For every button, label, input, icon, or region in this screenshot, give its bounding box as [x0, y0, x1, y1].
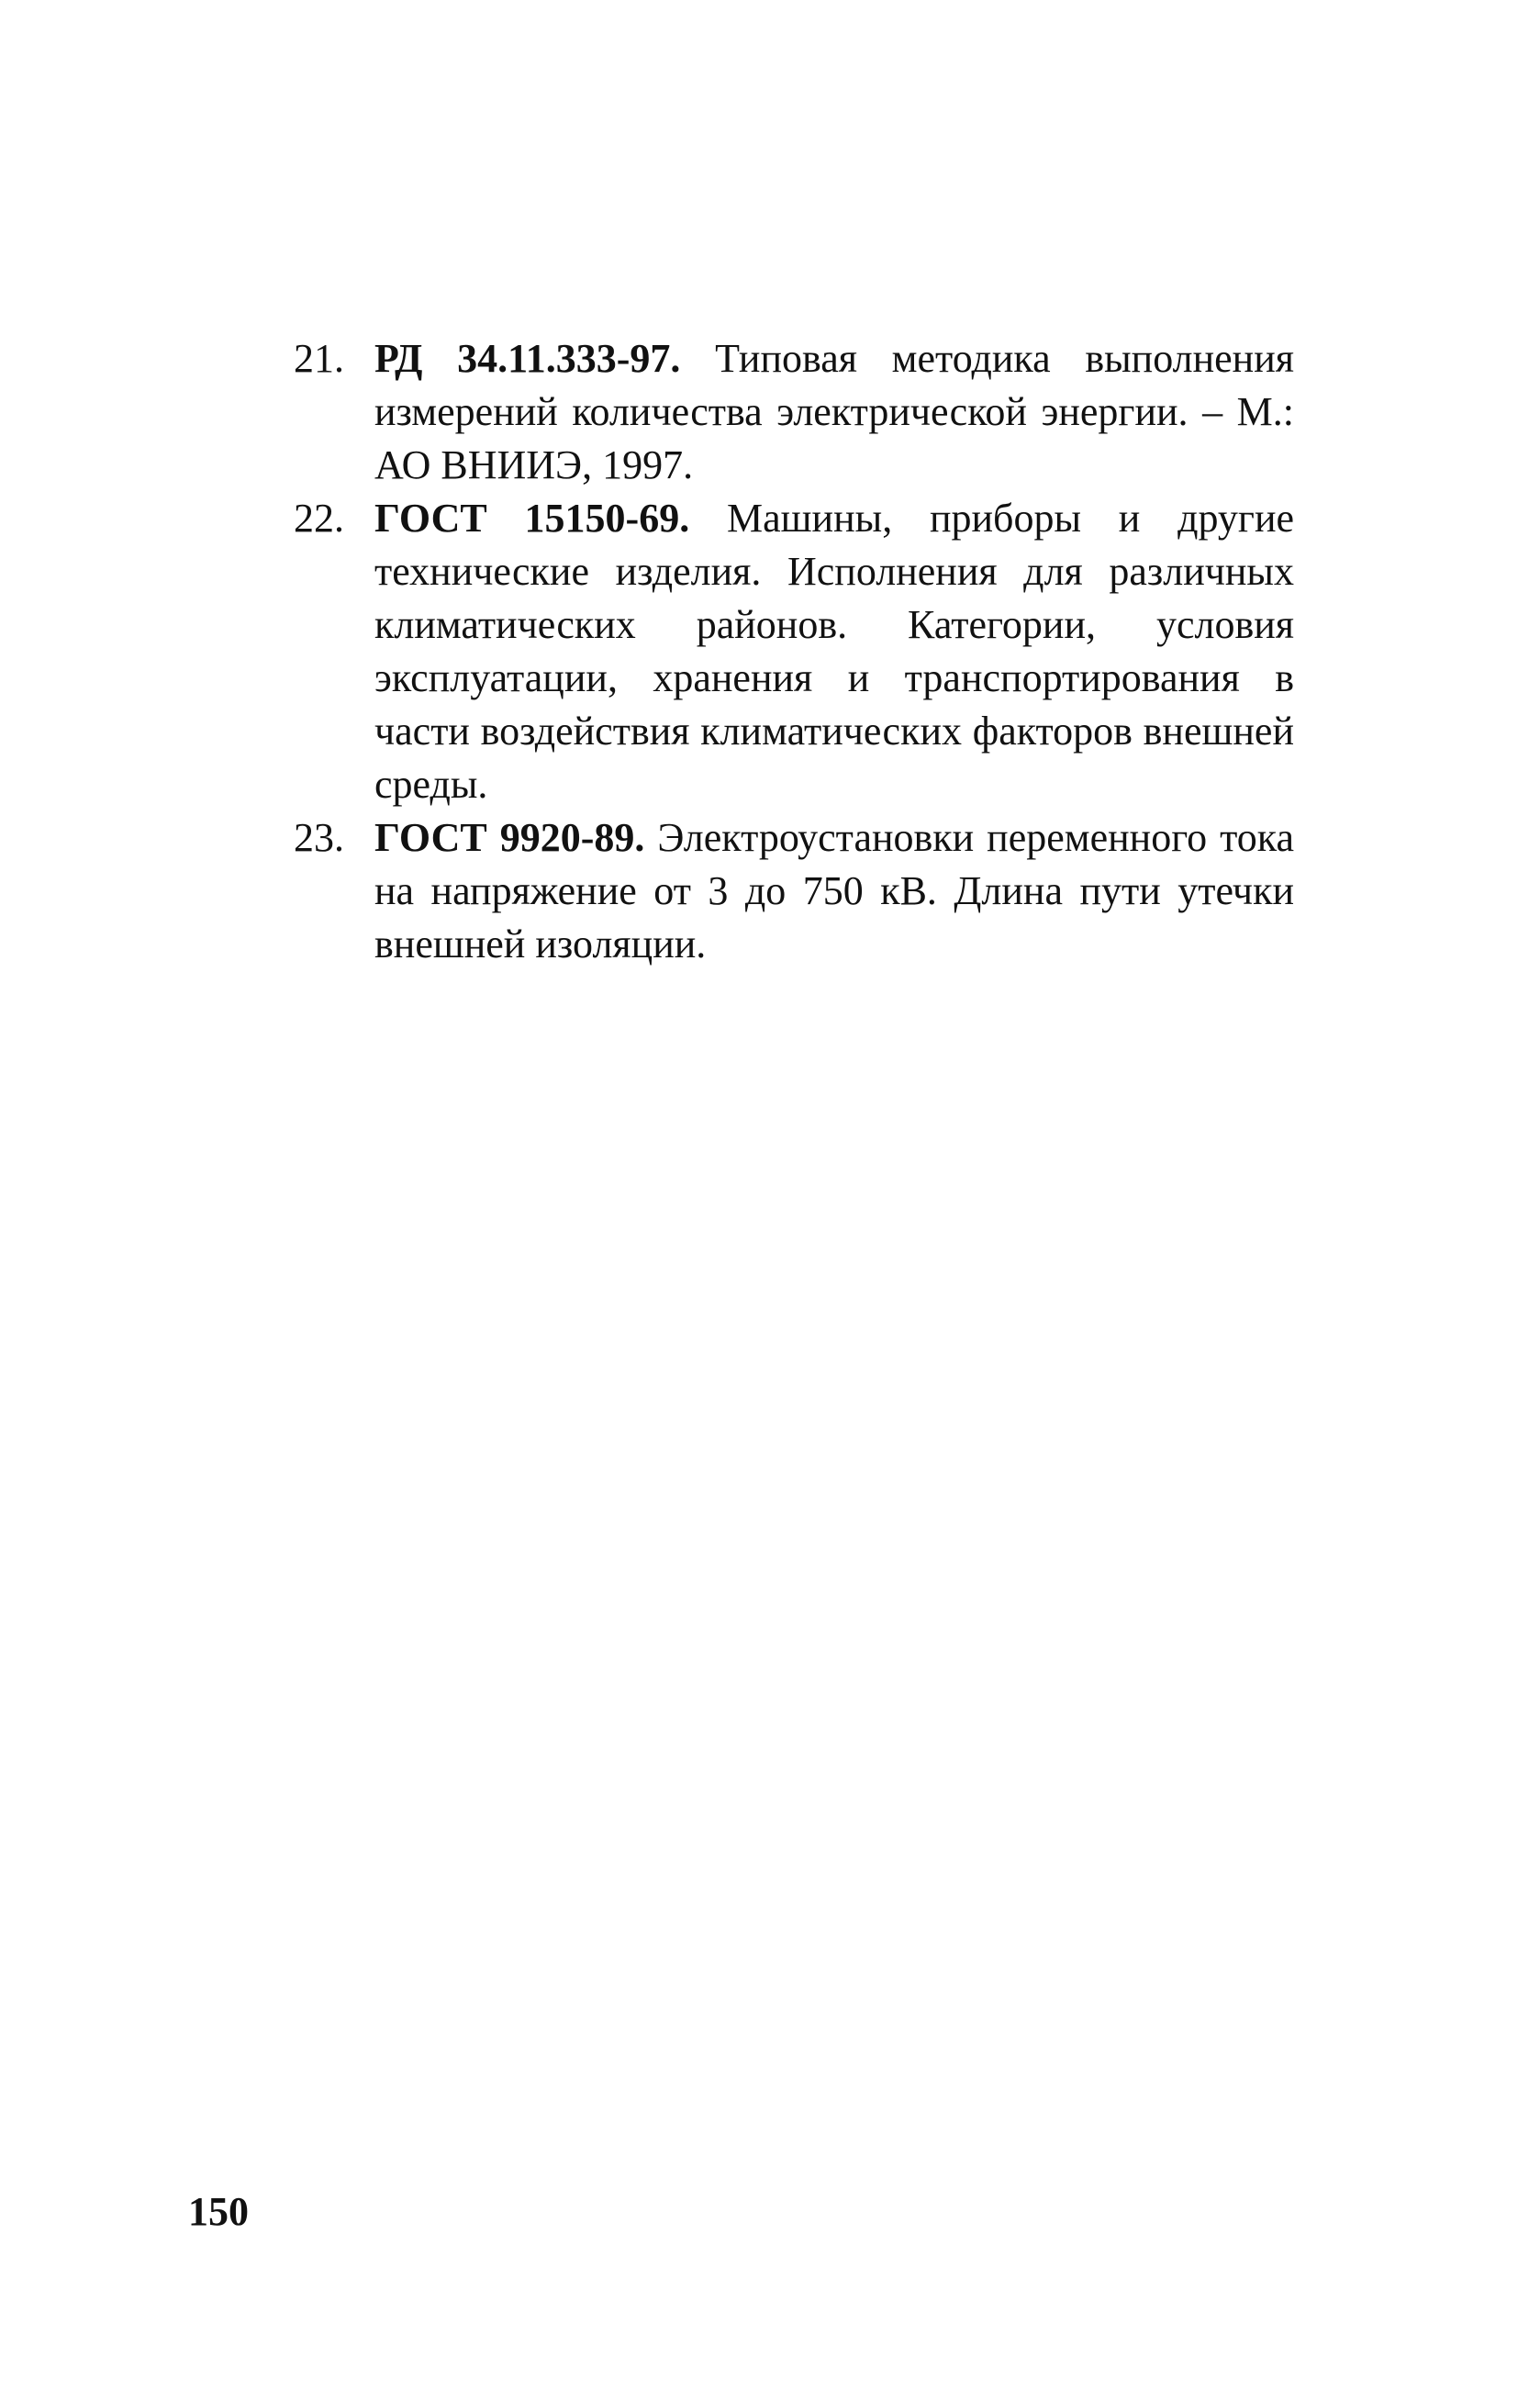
reference-code: ГОСТ 9920-89. [374, 815, 645, 860]
reference-code: ГОСТ 15150-69. [374, 496, 690, 541]
reference-text: Типовая методика выполнения измерений количества электрической энергии. – М.: АО ВНИИЭ, 1997. [374, 336, 1295, 487]
page-number: 150 [188, 2189, 249, 2234]
reference-item-23 [294, 811, 1294, 971]
reference-item-22 [294, 492, 1294, 811]
reference-code: РД 34.11.333-97. [374, 336, 681, 381]
reference-number: 23. [294, 815, 344, 860]
reference-item-21 [294, 332, 1294, 492]
reference-text: Машины, приборы и другие технические изделия. Исполнения для различных климатических районов. Категории, условия эксплуатации, хранения и транспортирования в части воздействия климатических факторов внешней среды. [374, 496, 1295, 807]
reference-text: Электроустановки переменного тока на напряжение от 3 до 750 кВ. Длина пути утечки внешней изоляции. [374, 815, 1295, 966]
reference-number: 22. [294, 496, 344, 541]
reference-list [294, 332, 1294, 971]
reference-number: 21. [294, 336, 344, 381]
